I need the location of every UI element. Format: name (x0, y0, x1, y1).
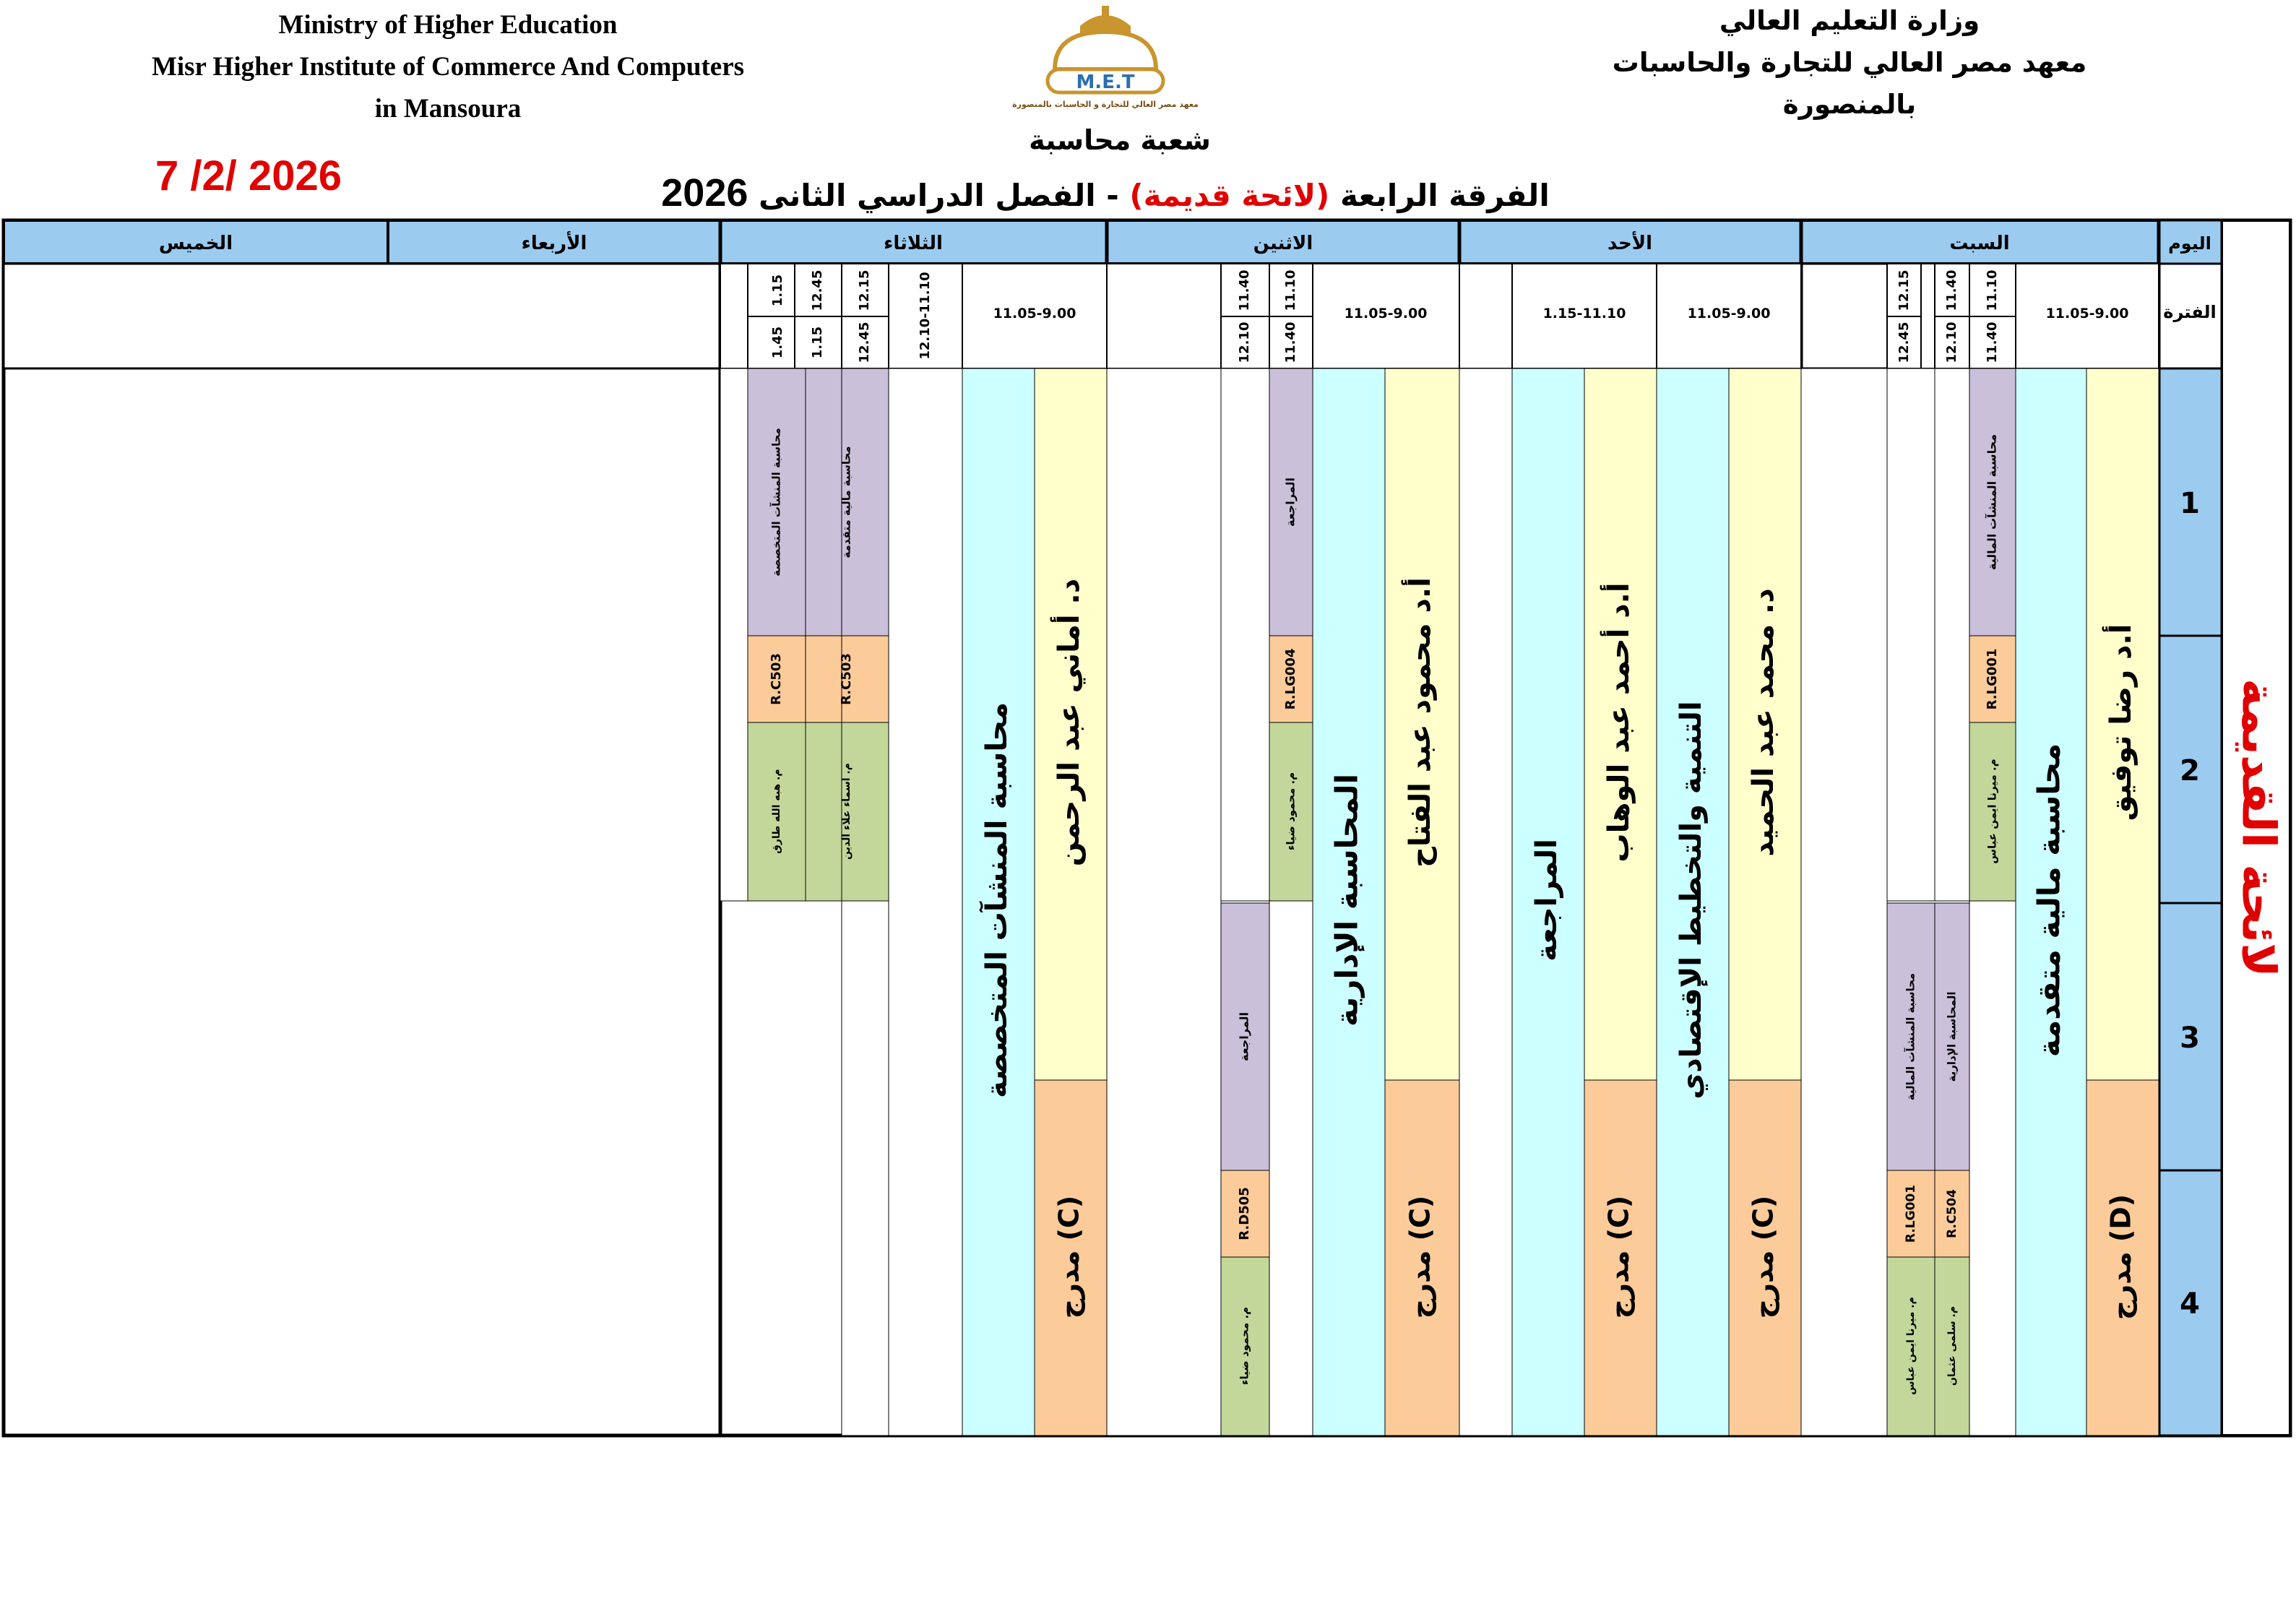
mon-sec1-subject: المراجعة (1283, 478, 1298, 527)
sat-time-lecture: 11.05-9.00 (2045, 306, 2129, 321)
sat-sec1-subject: محاسبة المنشآت المالية (1904, 972, 1917, 1101)
day-column-label: اليوم (2168, 233, 2211, 254)
tue-sec1-room: R.C503 (839, 653, 854, 705)
title-years: 2026 (661, 171, 748, 215)
sat-lecture-subject: محاسبة مالية متقدمة (2031, 743, 2067, 1058)
sat-lecture-hall: مدرج (D) (2105, 1193, 2137, 1321)
title-red: (لائحة قديمة) (1129, 178, 1330, 213)
sat-ta-start: 11.10 (1985, 269, 2000, 311)
tue-tb-end: 1.15 (810, 326, 825, 359)
tue-time-lecture: 11.05-9.00 (993, 306, 1076, 321)
title-prefix: الفرقة الرابعة (1339, 178, 1550, 213)
tue-tb-start: 12.45 (810, 269, 825, 311)
tue-sec1-subject: محاسبة مالية متقدمة (840, 446, 853, 558)
sat-ta-end: 11.40 (1985, 321, 2000, 363)
sat-tc-end: 12.45 (1896, 321, 1912, 363)
title-suffix: - الفصل الدراسي الثانى (759, 178, 1130, 213)
monday-column (1107, 220, 1459, 1436)
day-tuesday: الثلاثاء (884, 233, 943, 254)
sat-sec3-subject: محاسبة المنشآت المالية (1985, 433, 1999, 571)
period-2: 2 (2180, 754, 2200, 787)
tue-ta-end: 12.45 (857, 321, 872, 363)
mon-time-lecture: 11.05-9.00 (1344, 306, 1428, 321)
city-en: in Mansoura (374, 94, 522, 124)
sun-time-2: 1.15-11.10 (1542, 306, 1626, 321)
mon-lecture-subject: المحاسبة الإدارية (1329, 774, 1365, 1027)
tue-lecture-doctor: د. أماني عبد الرحمن (1053, 578, 1086, 867)
day-sunday: الأحد (1607, 233, 1653, 254)
day-thursday: الخميس (158, 233, 233, 254)
side-label: لائحة القديمة (2231, 678, 2285, 977)
mon-tb-end: 12.10 (1237, 321, 1252, 363)
logo-text: M.E.T (1076, 72, 1135, 93)
mon-lecture-doctor: أ.د محمود عبد الفتاح (1404, 577, 1437, 868)
period-1: 1 (2180, 487, 2200, 520)
tue-tc-end: 1.45 (770, 326, 785, 359)
sun-lecture2-subject: المراجعة (1530, 839, 1563, 962)
sunday-column (1459, 220, 1801, 1436)
tue-lecture-subject: محاسبة المنشآت المتخصصة (980, 702, 1014, 1098)
date-label: 7 /2/ 2026 (155, 152, 342, 199)
tue-sec2-subject: محاسبة المنشآت المتخصصة (769, 428, 783, 577)
sun-lecture1-hall: مدرج (C) (1747, 1195, 1779, 1319)
period-3: 3 (2180, 1022, 2200, 1055)
tue-time-2: 12.10-11.10 (918, 272, 933, 360)
ministry-en: Ministry of Higher Education (278, 10, 618, 40)
tue-sec2-ta: م. هبه الله طارق (771, 769, 782, 854)
tue-ta-start: 12.15 (857, 269, 872, 311)
sat-sec1-ta: م. ميرنا ايمن عباس (1905, 1297, 1917, 1395)
sun-lecture2-doctor: أ.د أحمد عبد الوهاب (1602, 582, 1636, 863)
day-monday: الاثنين (1253, 233, 1313, 254)
mon-sec2-subject: المراجعة (1237, 1012, 1251, 1061)
sun-time-1: 11.05-9.00 (1687, 306, 1771, 321)
city-ar: بالمنصورة (1782, 89, 1917, 120)
sun-lecture1-subject: التنمية والتخطيط الإقتصادي (1675, 701, 1708, 1100)
day-wednesday: الأربعاء (521, 233, 587, 254)
institute-en: Misr Higher Institute of Commerce And Computers (151, 52, 745, 82)
sun-lecture2-hall: مدرج (C) (1602, 1195, 1635, 1319)
tue-sec2-room: R.C503 (769, 653, 784, 705)
sat-tc-start: 12.15 (1896, 269, 1912, 311)
sat-sec2-subject: المحاسبة الإدارية (1945, 991, 1959, 1082)
sat-sec3-ta: م. ميرنا ايمن عباس (1985, 759, 1999, 864)
mon-ta-end: 11.40 (1283, 321, 1298, 363)
period-column-label: الفترة (2163, 302, 2217, 322)
saturday-column (1801, 220, 2159, 1436)
sat-sec3-room: R.LG001 (1985, 648, 2000, 710)
sat-tb-start: 11.40 (1944, 269, 1959, 311)
period-4: 4 (2180, 1287, 2200, 1321)
mon-sec2-ta: م. محمود ضياء (1238, 1306, 1251, 1386)
mon-sec2-room: R.D505 (1237, 1187, 1252, 1240)
sat-tb-end: 12.10 (1944, 321, 1959, 363)
mon-ta-start: 11.10 (1283, 269, 1298, 311)
sat-lecture-doctor: أ.د رضا توفيق (2105, 623, 2138, 821)
mon-sec1-ta: م. محمود ضياء (1284, 772, 1298, 851)
tue-tc-start: 1.15 (770, 274, 785, 307)
tue-lecture-hall: مدرج (C) (1053, 1195, 1085, 1319)
mon-sec1-room: R.LG004 (1283, 648, 1298, 710)
institute-ar: معهد مصر العالي للتجارة والحاسبات (1612, 47, 2087, 78)
department-title: شعبة محاسبة (1029, 124, 1211, 156)
mon-lecture-hall: مدرج (C) (1404, 1195, 1436, 1319)
day-saturday: السبت (1949, 233, 2010, 254)
tue-sec1-ta: م. اسماء علاء الدين (841, 763, 853, 860)
mon-tb-start: 11.40 (1237, 269, 1252, 311)
sun-lecture1-doctor: د. محمد عبد الحميد (1747, 588, 1780, 857)
sat-sec2-room: R.C504 (1945, 1189, 1959, 1238)
sat-sec2-ta: م. سلمى عثمان (1946, 1305, 1958, 1386)
logo-caption: معهد مصر العالي للتجارة و الحاسبات بالمنصورة (1012, 100, 1199, 109)
sat-sec1-room: R.LG001 (1904, 1184, 1918, 1243)
ministry-ar: وزارة التعليم العالي (1719, 5, 1980, 36)
